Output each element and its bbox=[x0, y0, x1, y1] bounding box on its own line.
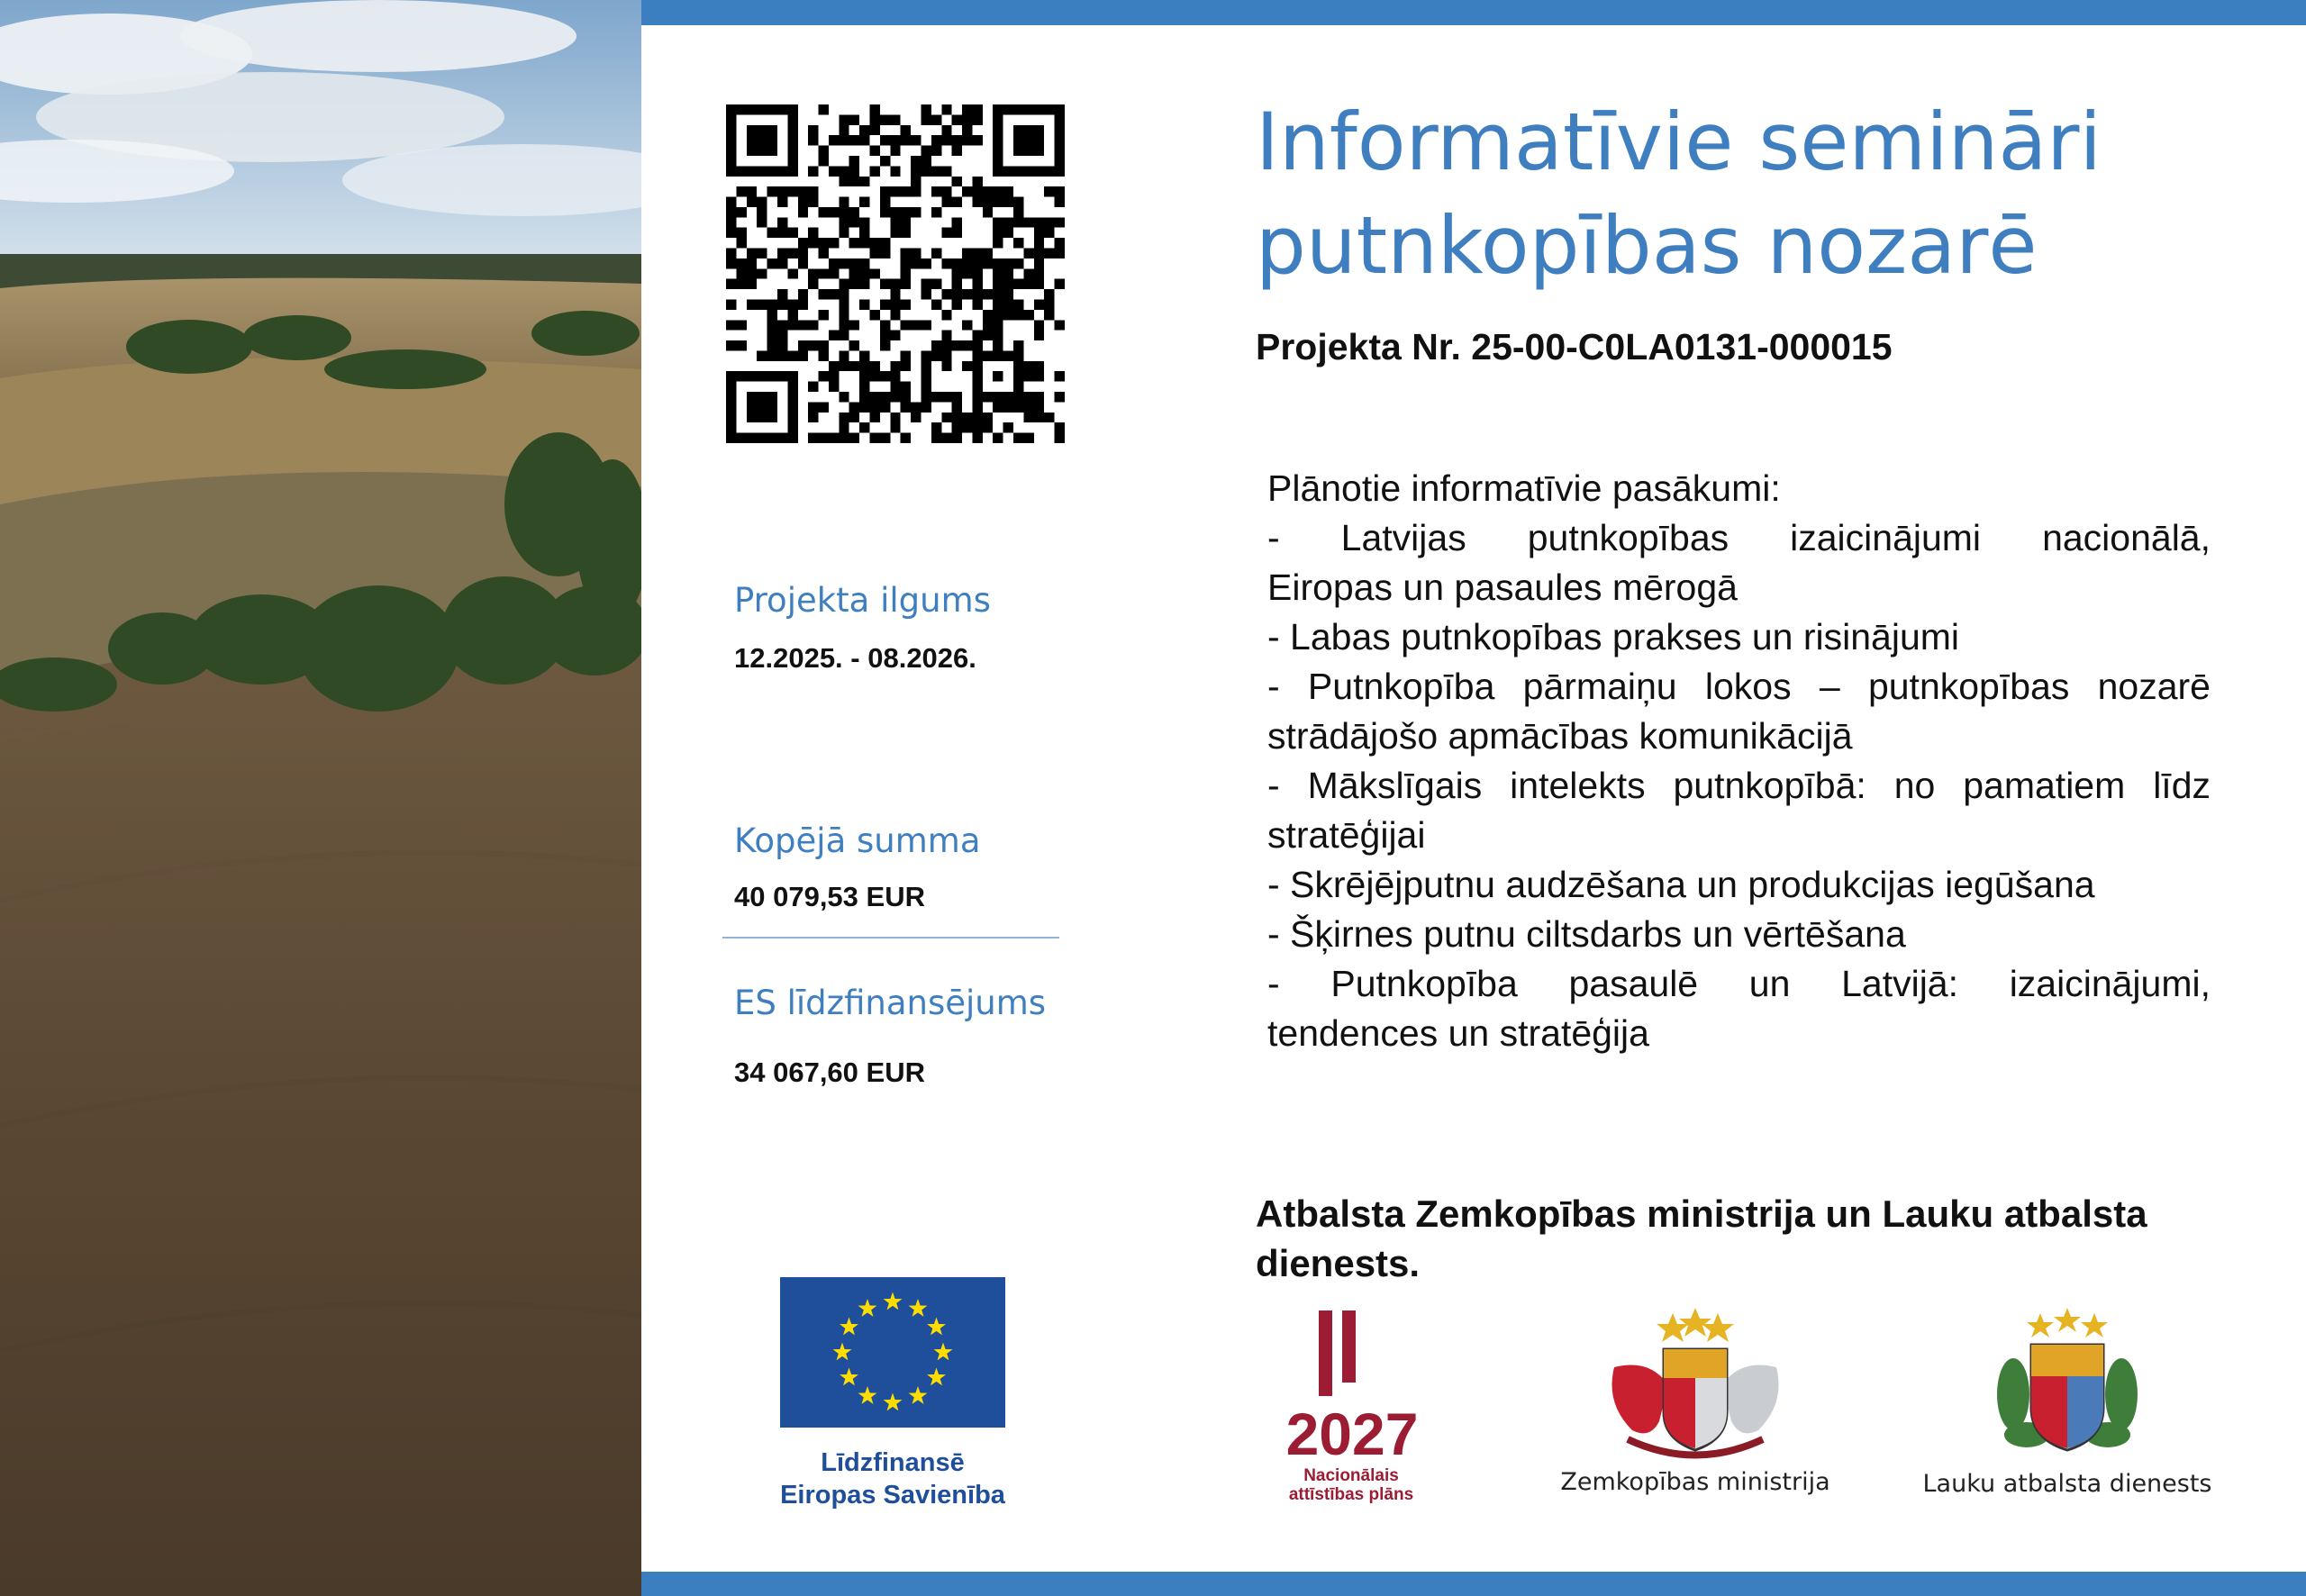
event-line: tendences un stratēģija bbox=[1267, 1012, 1649, 1054]
event-line: strādājošo apmācības komunikācijā bbox=[1267, 715, 1853, 757]
rural-support-coat-of-arms-icon bbox=[1986, 1304, 2148, 1466]
top-accent-bar bbox=[641, 0, 2306, 25]
nap-caption-line-1: Nacionālais bbox=[1303, 1466, 1399, 1485]
eu-caption-line-2: Eiropas Savienība bbox=[780, 1481, 1005, 1510]
landscape-photo bbox=[0, 0, 641, 1596]
eu-caption-line-1: Līdzfinansē bbox=[821, 1448, 965, 1477]
event-line: - Putnkopība pasaulē un Latvijā: izaicinājumi, bbox=[1267, 963, 2211, 1004]
total-label: Kopējā summa bbox=[734, 821, 981, 860]
title-line-2: putnkopības nozarē bbox=[1256, 199, 2038, 292]
eu-caption bbox=[730, 1446, 1056, 1511]
support-text: Atbalsta Zemkopības ministrija un Lauku atbalsta dienests. bbox=[1256, 1192, 2147, 1284]
rural-support-caption: Lauku atbalsta dienests bbox=[1922, 1470, 2212, 1498]
planned-events bbox=[1267, 464, 2211, 1058]
event-line: Eiropas un pasaules mērogā bbox=[1267, 567, 1738, 608]
event-line: - Mākslīgais intelekts putnkopībā: no pamatiem līdz bbox=[1267, 765, 2211, 806]
cofinancing-label: ES līdzfinansējums bbox=[734, 984, 1047, 1022]
ministry-caption: Zemkopības ministrija bbox=[1560, 1468, 1830, 1496]
project-number: Projekta Nr. 25-00-C0LA0131-000015 bbox=[1256, 326, 1893, 367]
events-heading: Plānotie informatīvie pasākumi: bbox=[1267, 467, 1781, 509]
ministry-coat-of-arms-icon bbox=[1596, 1304, 1794, 1466]
eu-flag-icon bbox=[780, 1277, 1005, 1428]
cofinancing-value: 34 067,60 EUR bbox=[734, 1056, 925, 1088]
divider bbox=[722, 937, 1059, 939]
event-line: - Skrējējputnu audzēšana un produkcijas iegūšana bbox=[1267, 864, 2095, 905]
event-line: - Latvijas putnkopības izaicinājumi nacionālā, bbox=[1267, 517, 2211, 558]
title-line-1: Informatīvie semināri bbox=[1256, 95, 2102, 188]
duration-label: Projekta ilgums bbox=[734, 581, 991, 620]
event-line: - Putnkopība pārmaiņu lokos – putnkopības nozarē bbox=[1267, 666, 2211, 707]
total-value: 40 079,53 EUR bbox=[734, 881, 925, 912]
qr-code bbox=[726, 104, 1065, 443]
bottom-accent-bar bbox=[641, 1572, 2306, 1596]
duration-value: 12.2025. - 08.2026. bbox=[734, 642, 976, 674]
nap-caption bbox=[1257, 1466, 1446, 1504]
event-line: - Šķirnes putnu ciltsdarbs un vērtēšana bbox=[1267, 913, 1906, 955]
event-line: - Labas putnkopības prakses un risinājumi bbox=[1267, 616, 1960, 657]
page-title bbox=[1256, 90, 2247, 297]
nap-year: 2027 bbox=[1285, 1401, 1419, 1467]
nap-caption-line-2: attīstības plāns bbox=[1288, 1485, 1414, 1504]
event-line: stratēģijai bbox=[1267, 814, 1426, 856]
